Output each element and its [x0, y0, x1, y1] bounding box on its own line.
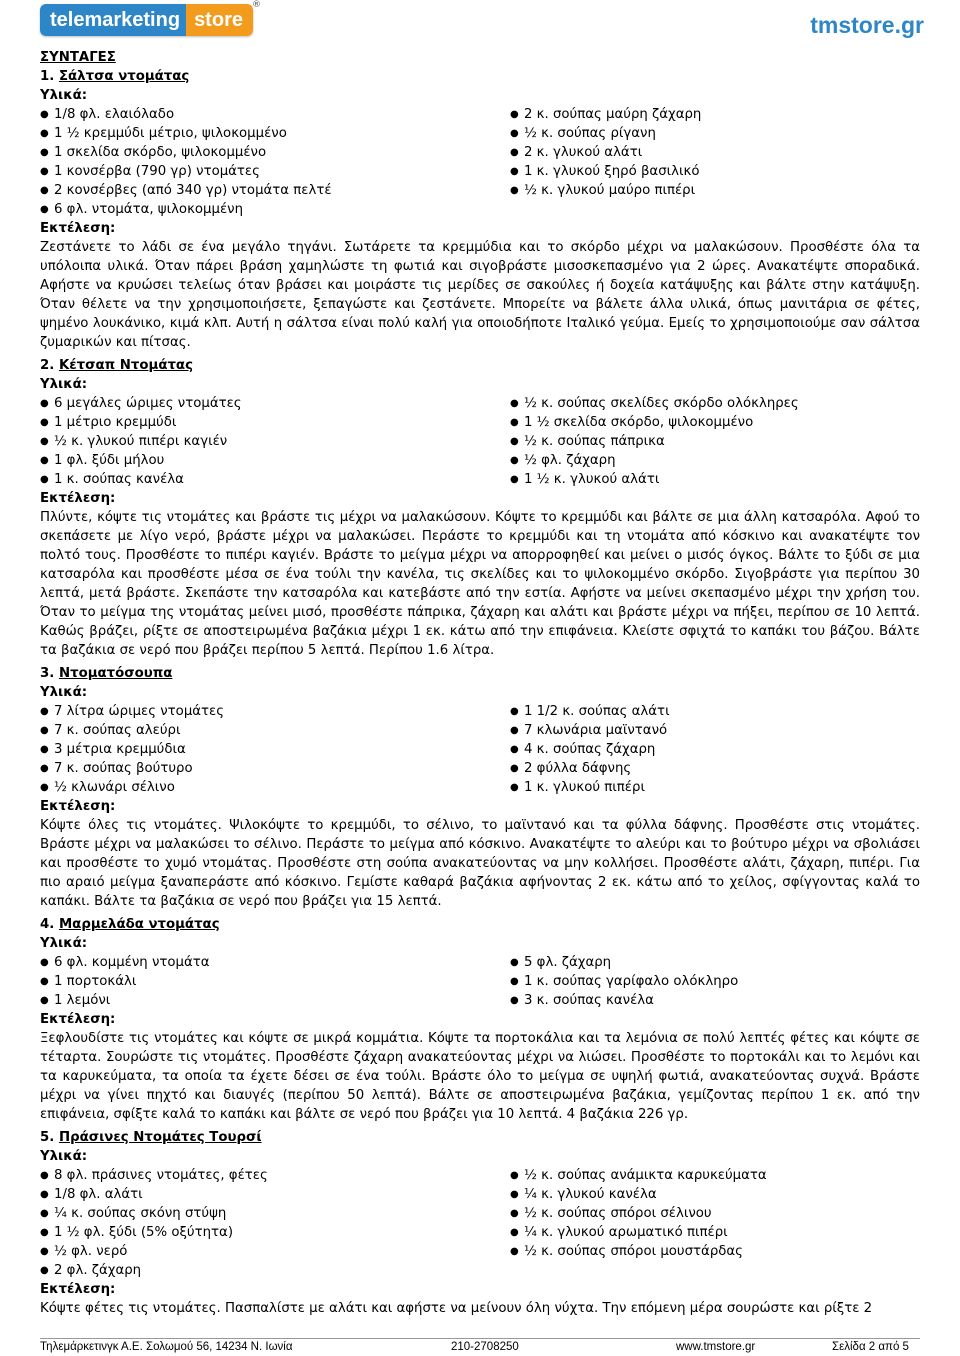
ingredient-item: ● 6 φλ. κομμένη ντομάτα — [40, 953, 510, 972]
recipe-title — [40, 67, 920, 86]
ingredients-list — [40, 394, 510, 489]
recipe-number: 5. — [40, 1130, 55, 1145]
ingredient-item: ● 4 κ. σούπας ζάχαρη — [510, 740, 920, 759]
footer-page-number: Σελίδα 2 από 5 — [832, 1341, 909, 1353]
ingredients-columns — [40, 1166, 920, 1280]
ingredients-label: Υλικά: — [40, 1149, 88, 1164]
footer-website[interactable]: www.tmstore.gr — [676, 1341, 756, 1353]
ingredient-item: ● 7 κ. σούπας αλεύρι — [40, 721, 510, 740]
ingredient-item: ● ½ κ. σούπας σπόροι σέλινου — [510, 1204, 920, 1223]
method-text: Κόψτε όλες τις ντομάτες. Ψιλοκόψτε το κρεμμύδι, το σέλινο, το μαϊντανό και τα φύλλα δάφνης. Προσθέστε στις ντομάτες. Βράστε μέχρι να μαλακώσει το σέλινο. Περάστε το μείγμα από κόσκινο. Ανακατέψτε το αλεύρι και το βούτυρο μέχρι να σβολιάσει και προσθέστε το χυμό ντομάτας. Προσθέστε στη σούπα ανακατεύοντας να μην κολλήσει. Προσθέστε αλάτι, ζάχαρη, πιπέρι. Για πιο αραιό μείγμα ξαναπεράστε από κόσκινο. Γεμίστε καθαρά βαζάκια αφήνοντας 2 εκ. κάτω από το χείλος, σφίγγοντας καλά το καπάκι. Βάλτε τα βαζάκια σε νερό που βράζει για 15 λεπτά. — [40, 818, 920, 909]
method-label: Εκτέλεση: — [40, 491, 116, 506]
ingredient-item: ● 2 κ. σούπας μαύρη ζάχαρη — [510, 105, 920, 124]
recipe-number: 2. — [40, 358, 55, 373]
recipes-content — [40, 48, 920, 1318]
ingredient-item: ● 8 φλ. πράσινες ντομάτες, φέτες — [40, 1166, 510, 1185]
method-text: Ζεστάνετε το λάδι σε ένα μεγάλο τηγάνι. Σωτάρετε τα κρεμμύδια και το σκόρδο μέχρι να μαλακώσουν. Προσθέστε όλα τα υπόλοιπα υλικά. Όταν πάρει βράση χαμηλώστε τη φωτιά και σιγοβράστε μισοσκεπασμένο για 2 ώρες. Ανακατέψτε σποραδικά. Αφήστε να κρυώσει τελείως όταν βράσει και μοιράστε τις μερίδες σε σακούλες ή δοχεία κατάψυξης και βάλτε στην κατάψυξη. Όταν θέλετε να την χρησιμοποιήσετε, ξεπαγώστε και ζεστάνετε. Μπορείτε να βάλετε άλλα υλικά, όπως μανιτάρια σε φέτες, ψημένο λουκάνικο, κιμά κλπ. Αυτή η σάλτσα είναι πολύ καλή για οποιοδήποτε Ιταλικό γεύμα. Εμείς το χρησιμοποιούμε σαν σάλτσα ζυμαρικών και πίτσας. — [40, 240, 920, 350]
ingredient-item: ● 1 κ. γλυκού πιπέρι — [510, 778, 920, 797]
ingredients-columns — [40, 702, 920, 797]
logo-telemarketing-text: telemarketing — [40, 4, 186, 36]
ingredient-item: ● ¼ κ. σούπας σκόνη στύψη — [40, 1204, 510, 1223]
recipe-block — [40, 356, 920, 660]
method-text: Πλύντε, κόψτε τις ντομάτες και βράστε τις μέχρι να μαλακώσουν. Κόψτε το κρεμμύδι και βάλτε σε μια άλλη κατσαρόλα. Αφού το σκεπάσετε με λίγο νερό, βράστε μέχρι να μαλακώσει. Περάστε το κρεμμύδι και τη ντομάτα από κόσκινο και ανακατέψτε τον πολτό τους. Προσθέστε το πιπέρι καγιέν. Βράστε το μείγμα μέχρι να απορροφηθεί και μείνει ο μισός όγκος. Βάλτε το ξύδι σε μια κατσαρόλα και προσθέστε μέσα σε ένα τούλι την κανέλα, τις σκελίδες και το ψιλοκομμένο σκόρδο. Σιγοβράστε για περίπου 30 λεπτά, μετά βράστε. Σκεπάστε την κατσαρόλα και κατεβάστε από την εστία. Αφήστε να μείνει σκεπασμένο μέχρι την χρήση του. Όταν το μείγμα της ντομάτας μείνει μισό, προσθέστε πάπρικα, ζάχαρη και αλάτι και βράστε μέχρι να πήξει, περίπου σε 10 λεπτά. Καθώς βράζει, ρίξτε σε αποστειρωμένα βαζάκια μέχρι 1 εκ. κάτω από την επιφάνεια. Κλείστε σφιχτά το καπάκι του βάζου. Βάλτε τα βαζάκια σε νερό που βράζει περίπου 5 λεπτά. Περίπου 1.6 λίτρα. — [40, 510, 920, 658]
ingredient-item: ● 1 ½ σκελίδα σκόρδο, ψιλοκομμένο — [510, 413, 920, 432]
ingredients-list — [40, 953, 510, 1010]
ingredient-item: ● ½ κ. σούπας ρίγανη — [510, 124, 920, 143]
ingredient-item: ● 1 1/2 κ. σούπας αλάτι — [510, 702, 920, 721]
recipe-title — [40, 356, 920, 375]
ingredient-item: ● 1 μέτριο κρεμμύδι — [40, 413, 510, 432]
ingredient-item: ● 7 λίτρα ώριμες ντομάτες — [40, 702, 510, 721]
recipe-number: 4. — [40, 917, 55, 932]
ingredient-item: ● ½ κ. σούπας σπόροι μουστάρδας — [510, 1242, 920, 1261]
ingredient-item: ● 2 κ. γλυκού αλάτι — [510, 143, 920, 162]
ingredient-item: ● 5 φλ. ζάχαρη — [510, 953, 920, 972]
ingredient-item: ● ½ κλωνάρι σέλινο — [40, 778, 510, 797]
ingredient-item: ● 1 κονσέρβα (790 γρ) ντομάτες — [40, 162, 510, 181]
ingredient-item: ● ½ κ. γλυκού πιπέρι καγιέν — [40, 432, 510, 451]
ingredients-columns — [40, 105, 920, 219]
ingredient-item: ● 6 φλ. ντομάτα, ψιλοκομμένη — [40, 200, 510, 219]
recipe-title-text: Πράσινες Ντομάτες Τουρσί — [58, 1130, 262, 1145]
logo-store-text: store — [186, 4, 253, 36]
ingredient-item: ● 1/8 φλ. ελαιόλαδο — [40, 105, 510, 124]
ingredients-list — [510, 702, 920, 797]
ingredients-columns — [40, 394, 920, 489]
ingredient-item: ● 7 κ. σούπας βούτυρο — [40, 759, 510, 778]
ingredient-item: ● ½ κ. σούπας σκελίδες σκόρδο ολόκληρες — [510, 394, 920, 413]
ingredients-label: Υλικά: — [40, 936, 88, 951]
ingredient-item: ● ¼ κ. γλυκού αρωματικό πιπέρι — [510, 1223, 920, 1242]
ingredients-label: Υλικά: — [40, 377, 88, 392]
ingredient-item: ● ½ φλ. ζάχαρη — [510, 451, 920, 470]
method-label: Εκτέλεση: — [40, 221, 116, 236]
page-footer — [40, 1338, 920, 1355]
ingredients-list — [510, 105, 920, 219]
ingredients-list — [510, 1166, 920, 1280]
footer-phone: 210-2708250 — [451, 1341, 519, 1353]
recipe-title-text: Μαρμελάδα ντομάτας — [58, 917, 220, 932]
registered-mark: ® — [252, 0, 261, 10]
ingredients-label: Υλικά: — [40, 88, 88, 103]
method-text: Κόψτε φέτες τις ντομάτες. Πασπαλίστε με αλάτι και αφήστε να μείνουν όλη νύχτα. Την επόμενη μέρα σουρώστε και ρίξτε 2 — [40, 1301, 873, 1316]
ingredients-list — [510, 394, 920, 489]
ingredient-item: ● 1 ½ κ. γλυκού αλάτι — [510, 470, 920, 489]
ingredient-item: ● ½ φλ. νερό — [40, 1242, 510, 1261]
ingredient-item: ● 1 κ. σούπας γαρίφαλο ολόκληρο — [510, 972, 920, 991]
ingredients-list — [40, 702, 510, 797]
tmstore-logo[interactable]: tmstore.gr — [810, 12, 924, 38]
recipe-number: 1. — [40, 69, 55, 84]
method-label: Εκτέλεση: — [40, 799, 116, 814]
recipe-title-text: Ντοματόσουπα — [58, 666, 173, 681]
recipe-title — [40, 915, 920, 934]
method-text: Ξεφλουδίστε τις ντομάτες και κόψτε σε μικρά κομμάτια. Κόψτε τα πορτοκάλια και τα λεμόνια σε πολύ λεπτές φέτες και κόψτε σε τέταρτα. Σουρώστε τις ντομάτες. Προσθέστε ζάχαρη ανακατεύοντας μέχρι να λιώσει. Προσθέστε το πορτοκάλι και το λεμόνι και τα καρυκεύματα, τα οποία τα έχετε δέσει σε ένα τούλι. Βράστε όλο το μείγμα σε υψηλή φωτιά, ανακατεύοντας συχνά. Βράστε μέχρι να γίνει πηχτό και διαυγές (περίπου 50 λεπτά). Βάλτε σε αποστειρωμένα βαζάκια, γεμίζοντας περίπου 1 εκ. από την επιφάνεια, σφίξτε καλά το καπάκι και βάλτε σε νερό που βράζει για 10 λεπτά. 4 βαζάκια 226 γρ. — [40, 1031, 920, 1122]
recipe-block — [40, 915, 920, 1124]
ingredient-item: ● 1 πορτοκάλι — [40, 972, 510, 991]
recipe-block — [40, 1128, 920, 1318]
method-label: Εκτέλεση: — [40, 1282, 116, 1297]
ingredient-item: ● 1 κ. σούπας κανέλα — [40, 470, 510, 489]
page-title: ΣΥΝΤΑΓΕΣ — [40, 50, 116, 65]
ingredient-item: ● 3 μέτρια κρεμμύδια — [40, 740, 510, 759]
ingredients-list — [40, 1166, 510, 1280]
recipe-block — [40, 664, 920, 911]
ingredient-item: ● 1 ½ κρεμμύδι μέτριο, ψιλοκομμένο — [40, 124, 510, 143]
ingredient-item: ● 1 λεμόνι — [40, 991, 510, 1010]
recipe-title-text: Σάλτσα ντομάτας — [58, 69, 190, 84]
ingredient-item: ● ½ κ. σούπας ανάμικτα καρυκεύματα — [510, 1166, 920, 1185]
ingredient-item: ● 1/8 φλ. αλάτι — [40, 1185, 510, 1204]
recipe-number: 3. — [40, 666, 55, 681]
ingredients-label: Υλικά: — [40, 685, 88, 700]
ingredient-item: ● 7 κλωνάρια μαϊντανό — [510, 721, 920, 740]
ingredient-item: ● 2 κονσέρβες (από 340 γρ) ντομάτα πελτέ — [40, 181, 510, 200]
ingredient-item: ● 1 σκελίδα σκόρδο, ψιλοκομμένο — [40, 143, 510, 162]
footer-company: Τηλεμάρκετινγκ Α.Ε. Σολωμού 56, 14234 Ν. Ιωνία — [40, 1341, 293, 1353]
telemarketing-store-logo[interactable] — [40, 4, 253, 36]
ingredients-columns — [40, 953, 920, 1010]
ingredients-list — [510, 953, 920, 1010]
ingredient-item: ● 2 φύλλα δάφνης — [510, 759, 920, 778]
recipe-block — [40, 67, 920, 352]
ingredient-item: ● 1 ½ φλ. ξύδι (5% οξύτητα) — [40, 1223, 510, 1242]
recipe-title — [40, 664, 920, 683]
page-header — [0, 0, 960, 44]
recipe-title-text: Κέτσαπ Ντομάτας — [58, 358, 193, 373]
ingredient-item: ● 1 κ. γλυκού ξηρό βασιλικό — [510, 162, 920, 181]
recipe-title — [40, 1128, 920, 1147]
ingredient-item: ● ½ κ. σούπας πάπρικα — [510, 432, 920, 451]
ingredient-item: ● 6 μεγάλες ώριμες ντομάτες — [40, 394, 510, 413]
ingredient-item: ● ½ κ. γλυκού μαύρο πιπέρι — [510, 181, 920, 200]
ingredient-item: ● ¼ κ. γλυκού κανέλα — [510, 1185, 920, 1204]
ingredient-item: ● 1 φλ. ξύδι μήλου — [40, 451, 510, 470]
ingredient-item: ● 2 φλ. ζάχαρη — [40, 1261, 510, 1280]
ingredient-item: ● 3 κ. σούπας κανέλα — [510, 991, 920, 1010]
ingredients-list — [40, 105, 510, 219]
method-label: Εκτέλεση: — [40, 1012, 116, 1027]
